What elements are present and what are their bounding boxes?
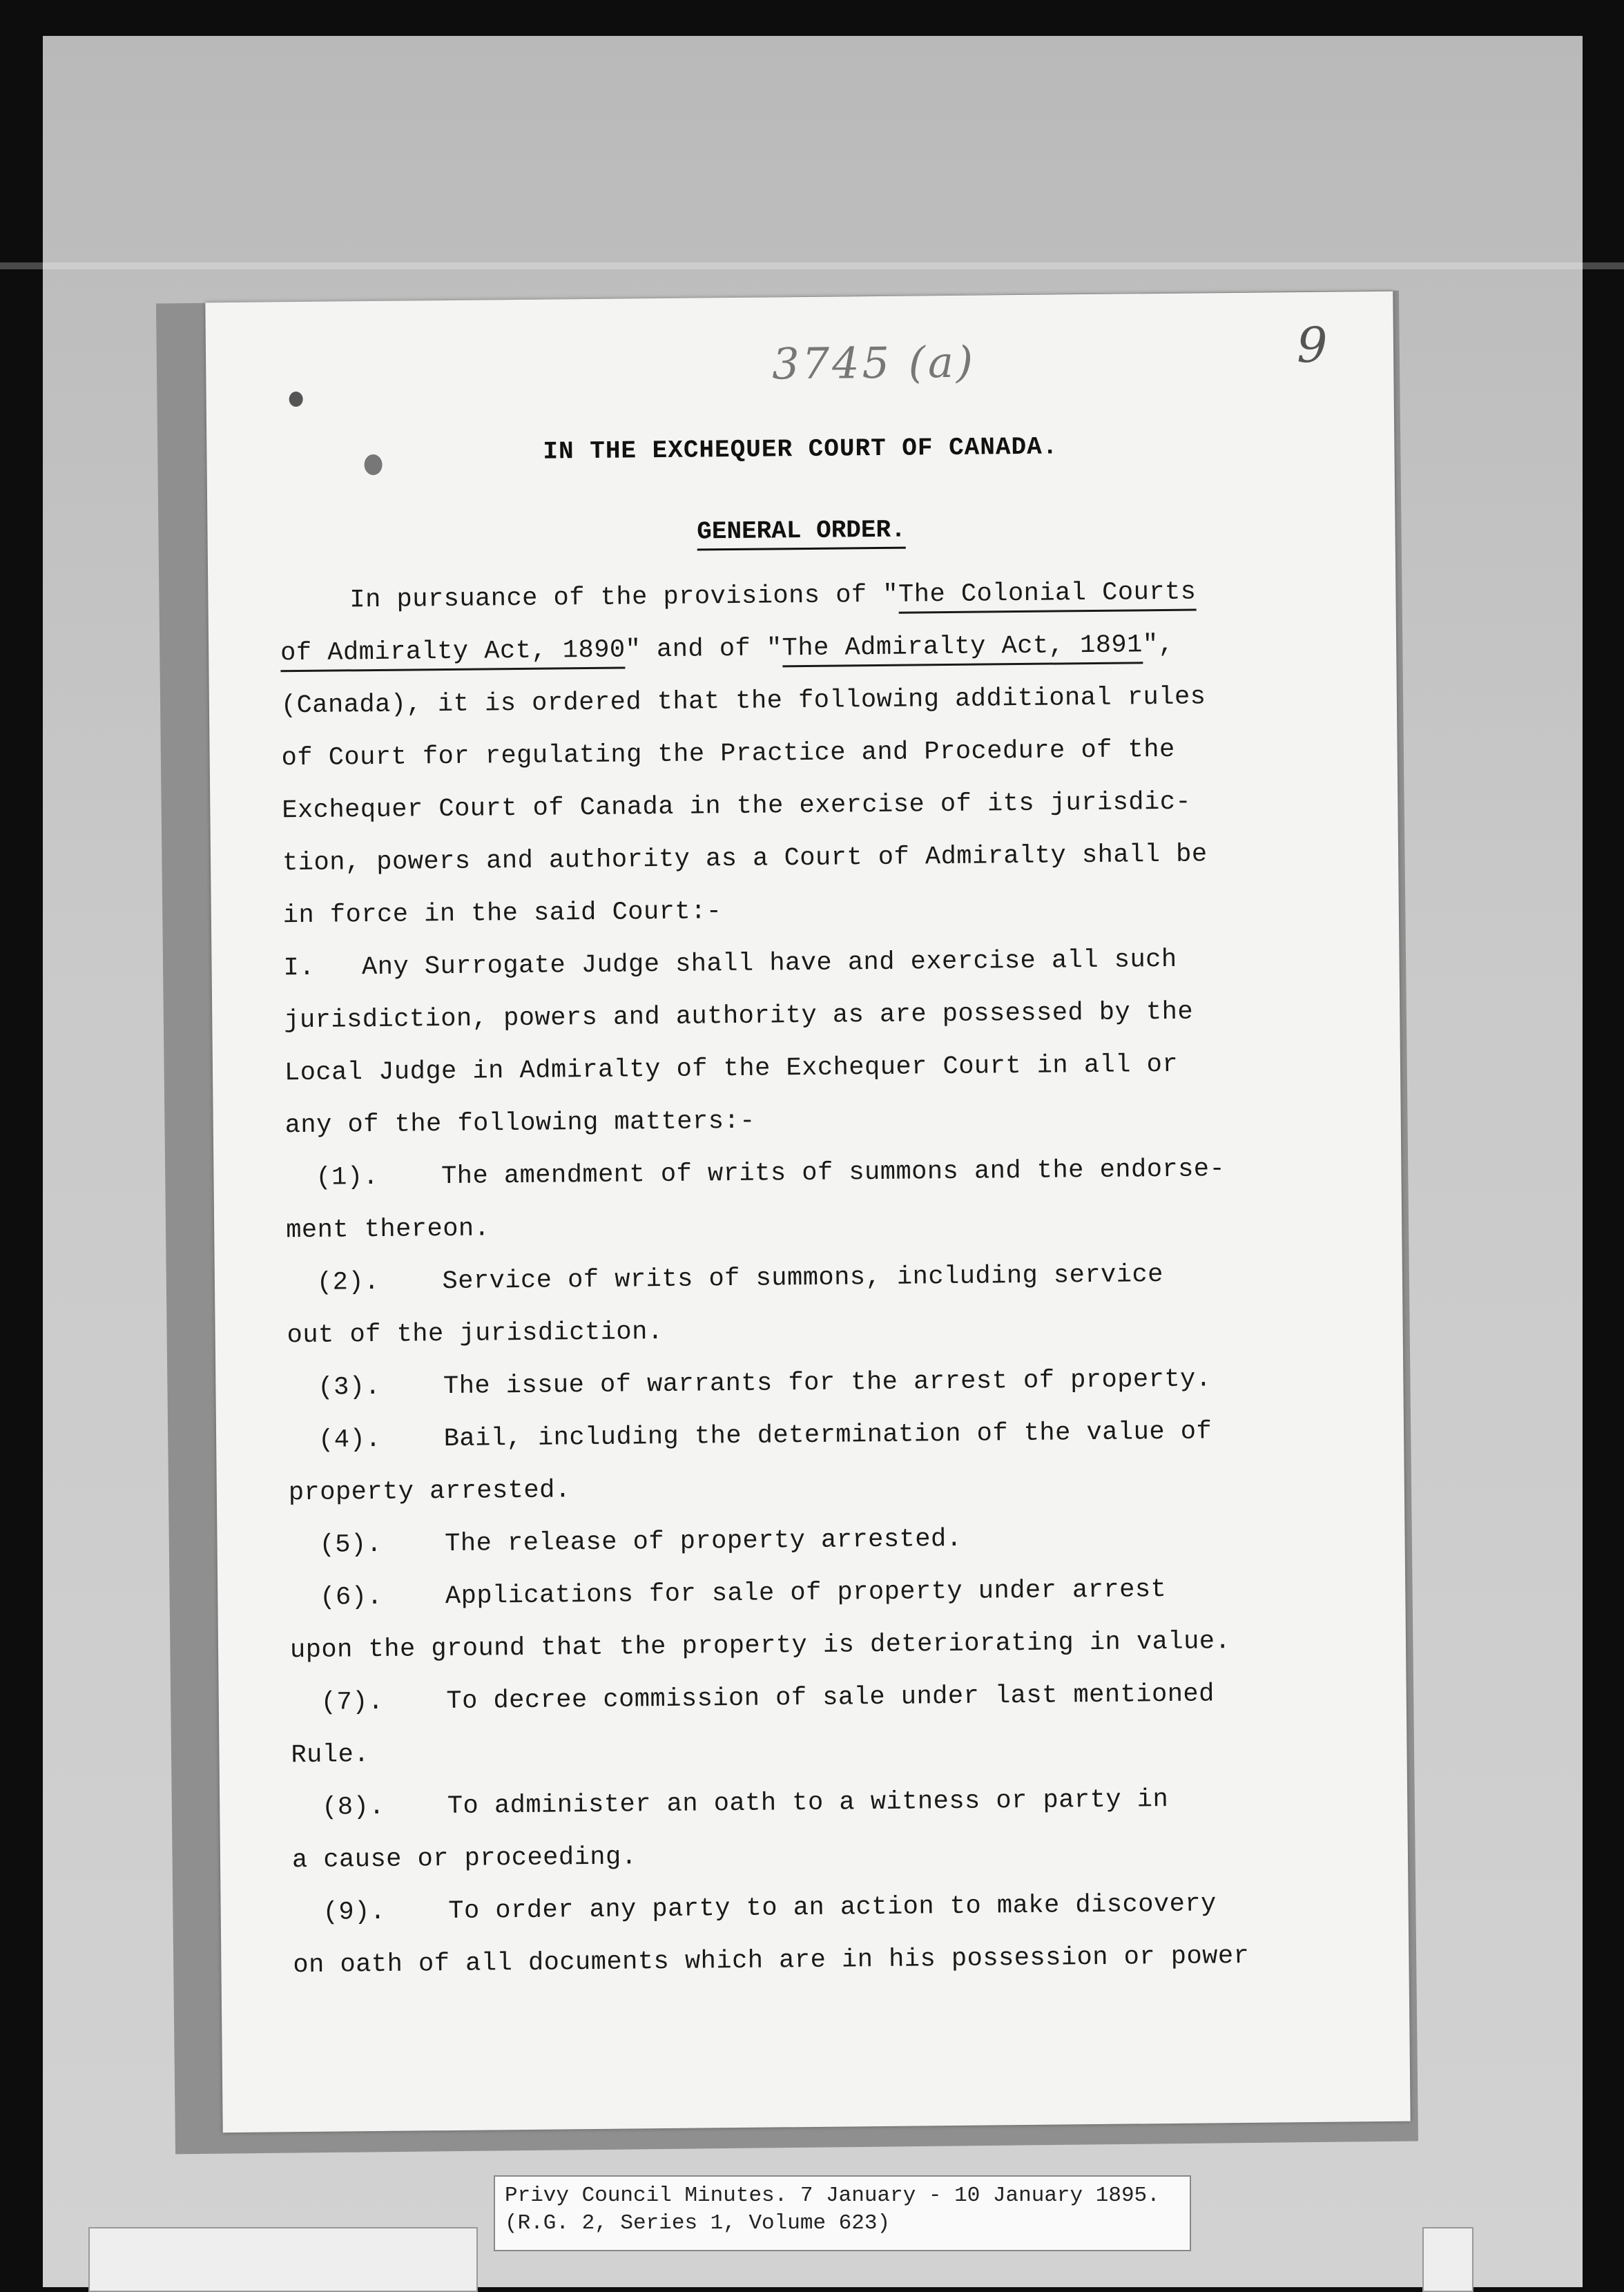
scan-artifact-line bbox=[0, 262, 1624, 269]
intro-line: (Canada), it is ordered that the following additional rules bbox=[280, 682, 1206, 721]
text-segment: ", bbox=[1142, 630, 1174, 660]
text-segment: " and of " bbox=[625, 634, 782, 665]
intro-line bbox=[280, 630, 1174, 668]
intro-line: in force in the said Court:- bbox=[282, 897, 722, 931]
list-item: (1). The amendment of writs of summons and the endorse- bbox=[316, 1155, 1226, 1193]
intro-line: Exchequer Court of Canada in the exercise of its jurisdic- bbox=[282, 787, 1192, 826]
list-item-continuation: upon the ground that the property is deteriorating in value. bbox=[289, 1627, 1231, 1666]
underlined-act-title: The Admiralty Act, 1891 bbox=[782, 630, 1143, 667]
page-corner-left bbox=[88, 2227, 478, 2292]
underlined-act-title: The Colonial Courts bbox=[898, 578, 1197, 614]
rule-line: any of the following matters:- bbox=[284, 1106, 756, 1141]
rule-line: jurisdiction, powers and authority as are possessed by the bbox=[284, 997, 1194, 1036]
list-item-continuation: on oath of all documents which are in his possession or power bbox=[293, 1941, 1250, 1981]
underlined-act-title: of Admiralty Act, 1890 bbox=[280, 636, 626, 673]
document-body bbox=[205, 291, 1410, 2132]
list-item: (3). The issue of warrants for the arrest of property. bbox=[318, 1365, 1212, 1403]
caption-line: Privy Council Minutes. 7 January - 10 January 1895. bbox=[505, 2184, 1160, 2208]
list-item: (9). To order any party to an action to make discovery bbox=[322, 1889, 1217, 1927]
list-item-continuation: a cause or proceeding. bbox=[291, 1842, 637, 1876]
intro-line: tion, powers and authority as a Court of Admiralty shall be bbox=[282, 840, 1208, 878]
archive-caption bbox=[494, 2175, 1191, 2251]
page-corner-right bbox=[1422, 2227, 1473, 2292]
rule-line: Local Judge in Admiralty of the Exchequer Court in all or bbox=[284, 1050, 1179, 1088]
subtitle-text: GENERAL ORDER. bbox=[697, 516, 906, 551]
handwritten-page-number: 9 bbox=[1296, 316, 1328, 374]
list-item: (8). To administer an oath to a witness or party in bbox=[322, 1785, 1169, 1822]
list-item: (6). Applications for sale of property under arrest bbox=[320, 1575, 1167, 1612]
list-item: (5). The release of property arrested. bbox=[319, 1524, 963, 1560]
list-item-continuation: Rule. bbox=[291, 1740, 370, 1771]
document-page bbox=[205, 291, 1410, 2132]
list-item: (7). To decree commission of sale under last mentioned bbox=[320, 1679, 1215, 1717]
list-item-continuation: out of the jurisdiction. bbox=[287, 1318, 664, 1351]
intro-line: of Court for regulating the Practice and Procedure of the bbox=[281, 735, 1175, 773]
text-segment: In pursuance of the provisions of " bbox=[349, 580, 899, 615]
list-item: (4). Bail, including the determination of the value of bbox=[318, 1417, 1212, 1455]
rule-line: I. Any Surrogate Judge shall have and exercise all such bbox=[283, 945, 1177, 983]
page-title: IN THE EXCHEQUER COURT OF CANADA. bbox=[543, 432, 1058, 466]
list-item-continuation: property arrested. bbox=[288, 1476, 571, 1508]
handwritten-file-number: 3745 (a) bbox=[771, 336, 976, 389]
list-item: (2). Service of writs of summons, including service bbox=[316, 1260, 1164, 1298]
list-item-continuation: ment thereon. bbox=[286, 1214, 490, 1246]
intro-line bbox=[349, 578, 1196, 615]
caption-line: (R.G. 2, Series 1, Volume 623) bbox=[505, 2211, 891, 2235]
